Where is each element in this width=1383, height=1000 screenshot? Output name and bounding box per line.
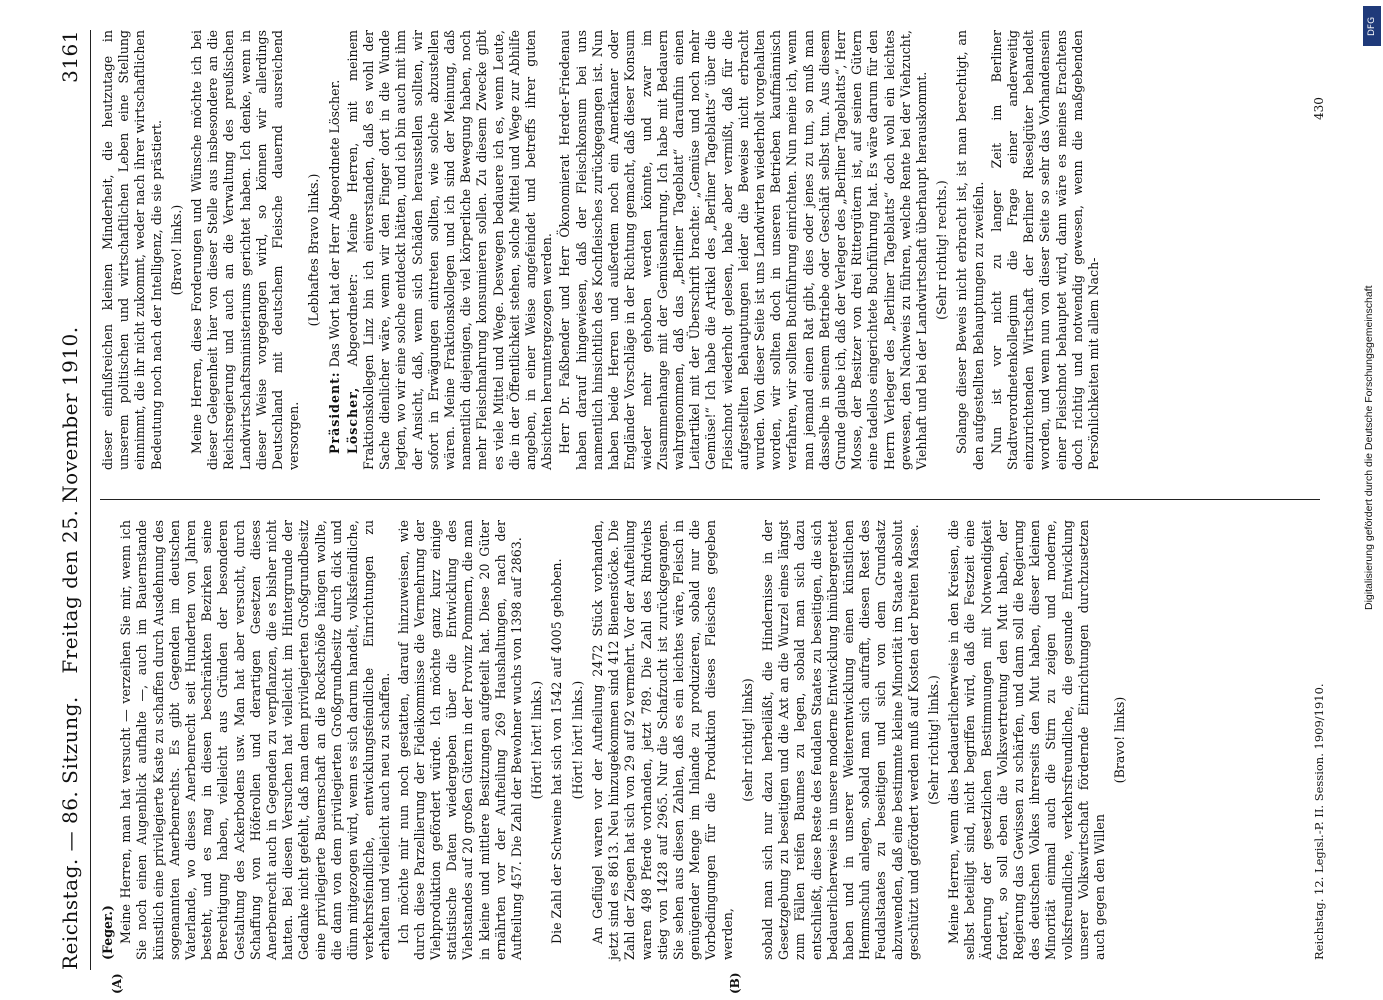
right-column [100, 30, 1104, 470]
remark: (Hört! hört! links.) [529, 680, 545, 800]
paragraph: An Geflügel waren vor der Aufteilung 2472 Stück vorhanden, jetzt sind es 8613. Neu hinzugekommen sind 412 Bienenstöcke. Die Zahl der Ziegen hat sich von 29 auf 92 vermehrt. Vor der Aufteilung waren 498 Pferde vorhanden, jetzt 789. Die Zahl des Rindviehs stieg von 1428 auf 2965. Nur die Schafzucht ist zurückgegangen. Sie sehen aus diesen Zahlen, daß es ein leichtes wäre, Fleisch in genügender Menge im Inlande zu produzieren, sobald nur die Vorbedingungen für die Produktion dieses Fleisches gegeben werden, [589, 520, 735, 960]
paragraph: Ich möchte mir nun noch gestatten, darauf hinzuweisen, wie durch diese Parzellierung der Fideikommisse die Vermehrung der Viehproduktion gefördert würde. Ich möchte ganz kurz einige statistische Daten wiedergeben über die Entwicklung des Viehstandes auf 20 großen Gütern in der Provinz Pommern, die man in kleine und mittlere Besitzungen aufgeteilt hat. Diese 20 Güter ernährten vor der Aufteilung 269 Haushaltungen, nach der Aufteilung 457. Die Zahl der Bewohner wuchs von 1398 auf 2863. [395, 520, 525, 960]
rotated-page [40, 0, 1360, 1000]
remark: (Bravo! links) [1112, 696, 1128, 784]
president-text: Das Wort hat der Herr Abgeordnete Löscher. [326, 79, 342, 368]
president-label: Präsident: [326, 371, 342, 454]
paragraph: Herr Dr. Faßbender und Herr Ökonomierat Herder-Friedenau haben darauf hingewiesen, daß der Fleischkonsum bei uns namentlich hinsichtlich des Kochfleisches zurückgegangen ist. Nun haben beide Herren und außerdem noch ein Amerikaner oder Engländer Vorschläge in der Richtung gemacht, daß dieser Konsum wieder mehr gehoben werden könnte, und zwar im Zusammenhange mit der Gemüsenahrung. Ich habe mit Bedauern wahrgenommen, daß das „Berliner Tageblatt“ daraufhin einen Leitartikel mit der Überschrift brachte: „Gemüse und noch mehr Gemüse!“ Ich habe die Artikel des „Berliner Tageblatts“ über die Fleischnot wiederholt gelesen, habe aber vermißt, daß für die aufgestellten Behauptungen leider die Beweise nicht erbracht wurden. Von dieser Seite ist uns Landwirten wiederholt vorgehalten worden, wir sollten doch in unseren Betrieben kaufmännisch verfahren, wir sollten Buchführung einrichten. Nun meine ich, wenn man jemand einen Rat gibt, dies oder jenes zu tun, so muß man dasselbe in seinem Betriebe oder Geschäft selbst tun. Aus diesem Grunde glaube ich, daß der Verleger des „Berliner Tageblatts“, Herr Mosse, der Besitzer von drei Rittergütern ist, auf seinen Gütern eine tadellos eingerichtete Buchführung hat. Es wäre darum für den Herrn Verleger des „Berliner Tageblatts“ doch wohl ein leichtes gewesen, den Nachweis zu führen, welche Rente bei der Viehzucht, Viehhaft und bei der Landwirtschaft überhaupt herauskommt. [557, 30, 929, 470]
header-session: Reichstag. — 86. Sitzung. [58, 696, 82, 970]
page-header [46, 30, 91, 970]
remark: (Sehr richtig! rechts.) [934, 180, 950, 320]
remark: (Hört! hört! links.) [569, 680, 585, 800]
remark: (Sehr richtig! links.) [925, 675, 941, 805]
speaker-label: Löscher, [344, 386, 360, 454]
paragraph: dieser einflußreichen kleinen Minderheit, die heutzutage in unserem politischen und wirtschaftlichen Leben eine Stellung einnimmt, die ihr nicht zukommt, weder nach ihrer wirtschaftlichen Bedeutung noch nach der Intelligenz, die sie prästiert. [100, 30, 164, 470]
remark: (Bravo! links.) [168, 204, 184, 296]
speaker-paragraph [345, 30, 556, 470]
footer-session: Reichstag. 12. Legisl.-P. II. Session. 1909/1910. [1312, 683, 1326, 960]
paragraph: Nun ist vor nicht zu langer Zeit im Berliner Stadtverordnetenkollegium die Frage einer anderweitig einzurichtenden Wirtschaft der Berliner Rieselgüter behandelt worden, und wenn nun von dieser Seite so sehr das Vorhandensein einer Fleischnot behauptet wird, dann wäre es meines Erachtens doch richtig und notwendig gewesen, wenn die maßgebenden Persönlichkeiten mit allem Nach- [988, 30, 1101, 470]
footer-sheet-number: 430 [1312, 97, 1326, 120]
remark: (sehr richtig! links) [739, 678, 755, 802]
dfg-strip [1359, 6, 1381, 616]
remark: (Lebhaftes Bravo links.) [306, 173, 322, 327]
dfg-credit: Digitalisierung gefördert durch die Deutsche Forschungsgemeinschaft [1363, 285, 1375, 610]
president-paragraph [327, 30, 343, 470]
paragraph: Meine Herren, wenn dies bedauerlicherweise in den Kreisen, die selbst beteiligt sind, nicht begriffen wird, daß die Festzeit eine Änderung der gesetzlichen Bestimmungen mit Notwendigkeit fordert, so soll eben die Volksvertretung den Mut haben, der Regierung das Gewissen zu schärfen, und dann soll die Regierung des deutschen Volkes ihrerseits den Mut haben, dieser kleinen Minorität einmal auch die Stirn zu zeigen und moderne, volksfreundliche, verkehrsfreundliche, die gesunde Entwicklung unserer Volkswirtschaft fördernde Einrichtungen durchzusetzen auch gegen den Willen [946, 520, 1107, 960]
speaker-intro: Abgeordneter: Meine Herren, mit meinem Fraktionskollegen Linz bin ich einverstanden, daß es wohl der Sache dienlicher wäre, wenn wir den Finger dort in die Wunde legten, wo wir eine solche entdeckt hätten, und ich bin auch mit ihm der Ansicht, daß, wenn sich Schäden herausstellen sollten, wir sofort in Erwägungen eintreten sollten, wie solche abzustellen wären. Meine Fraktionskollegen und ich sind der Meinung, daß namentlich diejenigen, die viel körperliche Bewegung haben, noch mehr Fleischnahrung konsumieren sollen. Zu diesem Zwecke gibt es viele Mittel und Wege. Deswegen bedauere ich es, wenn Leute, die in der Öffentlichkeit stehen, solche Mittel und Wege zur Abhilfe angeben, in einer Weise angefeindet und betreffs ihrer guten Absichten herumtergezogen werden. [344, 30, 555, 470]
column-divider [100, 499, 1320, 500]
paragraph: Meine Herren, diese Forderungen und Wünsche möchte ich bei dieser Gelegenheit hier von dieser Stelle aus insbesondere an die Reichsregierung und auch an die Verwaltung des preußischen Landwirtschaftsministeriums gerichtet haben. Ich denke, wenn in dieser Weise vorgegangen wird, so können wir allerdings Deutschland mit deutschem Fleische dauernd ausreichend versorgen. [189, 30, 302, 470]
margin-mark-a: (A) [110, 973, 124, 994]
left-column [100, 520, 1132, 960]
paragraph: Die Zahl der Schweine hat sich von 1542 auf 4005 gehoben. [549, 558, 565, 944]
paragraph: Meine Herren, man hat versucht — verzeihen Sie mir, wenn ich Sie noch einen Augenblick aufhalte —, auch im Bauernstande künstlich eine privilegierte Kaste zu schaffen durch Ausdehnung des sogenannten Anerbenrechts. Es gibt Gegenden im deutschen Vaterlande, wo dieses Anerbenrecht seit Hunderten von Jahren besteht, und es mag in diesen beschränkten Bezirken seine Berechtigung haben, vielleicht aus Gründen der besonderen Gestaltung des Ackerbodens usw. Man hat aber versucht, durch Schaffung von Höferollen und derartigen Gesetzen dieses Anerbenrecht auch in Gegenden zu verpflanzen, die es bisher nicht hatten. Bei diesen Versuchen hat vielleicht im Hintergrunde der Gedanke nicht gefehlt, daß man dem privilegierten Großgrundbesitz eine privilegierte Bauernschaft an die Rockschöße hängen wollte, die dann von dem privilegierten Großgrundbesitz durch dick und dünn mitgezogen wird, wenn es sich darum handelt, volksfeindliche, verkehrsfeindliche, entwicklungsfeindliche Einrichtungen zu erhalten und vielleicht auch neu zu schaffen. [118, 520, 393, 960]
paragraph: Solange dieser Beweis nicht erbracht ist, ist man berechtigt, an den aufgestellten Behauptungen zu zweifeln. [954, 30, 986, 470]
margin-mark-b: (B) [728, 972, 742, 994]
header-date: Freitag den 25. November 1910. [58, 326, 82, 674]
paragraph: sobald man sich nur dazu herbeiläßt, die Hindernisse in der Gesetzgebung zu beseitigen und die Axt an die Wurzel eines längst zum Fällen reifen Baumes zu legen, sobald man sich dazu entschließt, diese Reste des feudalen Staates zu beseitigen, die sich bedauerlicherweise in unsere moderne Entwicklung hinübergerettet haben und in unserer Weiterentwicklung einen künstlichen Hemmschuh anlegen, sobald man sich aufrafft, diesen Rest des Feudalstaates zu beseitigen und sich von dem Grundsatz abzuwenden, daß eine bestimmte kleine Minorität im Staate absolut geschützt und gefördert werden muß auf Kosten der breiten Masse. [759, 520, 921, 960]
dfg-logo-icon: DFG [1363, 6, 1381, 46]
speaker-tag: (Feger.) [100, 905, 115, 960]
page-number: 3161 [58, 30, 82, 83]
